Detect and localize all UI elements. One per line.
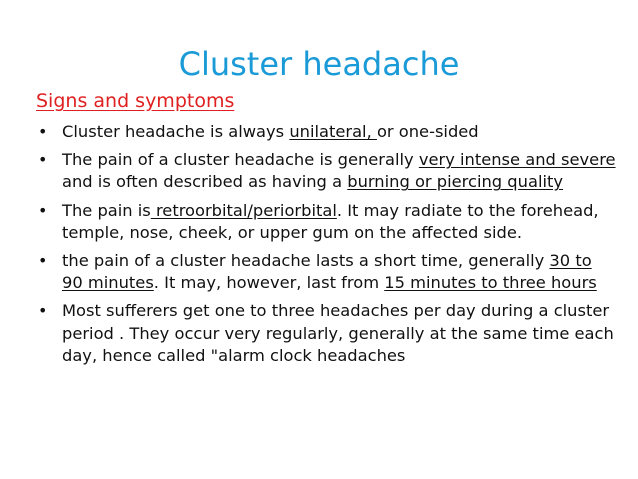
bullet-text-segment: . It may, however, last from	[153, 273, 385, 293]
bullet-list	[36, 121, 616, 373]
bullet-text-segment: Cluster headache is always	[62, 122, 290, 141]
bullet-text-segment: The pain of a cluster headache is generally	[62, 150, 419, 170]
bullet-dot-icon: •	[38, 122, 48, 141]
bullet-text-segment: The pain is	[62, 200, 151, 220]
bullet-item	[36, 121, 616, 143]
bullet-item	[36, 149, 616, 193]
bullet-item	[36, 200, 616, 244]
bullet-dot-icon: •	[38, 200, 48, 220]
bullet-item	[36, 300, 616, 367]
bullet-text-segment: or one-sided	[376, 122, 479, 141]
bullet-dot-icon: •	[38, 301, 48, 321]
bullet-dot-icon: •	[38, 251, 48, 271]
section-heading: Signs and symptoms	[36, 90, 235, 112]
underlined-term: burning or piercing quality	[347, 172, 564, 192]
bullet-text-segment: Most sufferers get one to three headaches per day during a cluster period . They occur very regularly, generally at the same time each day, hence called "alarm clock headaches	[62, 301, 614, 365]
bullet-dot-icon: •	[38, 150, 48, 170]
underlined-term: 30 to 90 minutes	[62, 251, 592, 293]
underlined-term: very intense and severe	[418, 150, 616, 170]
underlined-term: unilateral,	[289, 122, 377, 141]
bullet-text-segment: . It may radiate to the forehead, temple, nose, cheek, or upper gum on the affected side.	[62, 200, 599, 242]
slide-title: Cluster headache	[178, 45, 460, 83]
bullet-text-segment: the pain of a cluster headache lasts a short time, generally	[62, 251, 550, 271]
underlined-term: 15 minutes to three hours	[384, 273, 597, 293]
bullet-text-segment: and is often described as having a	[62, 172, 348, 192]
bullet-item	[36, 250, 616, 294]
underlined-term: retroorbital/periorbital	[150, 200, 337, 220]
